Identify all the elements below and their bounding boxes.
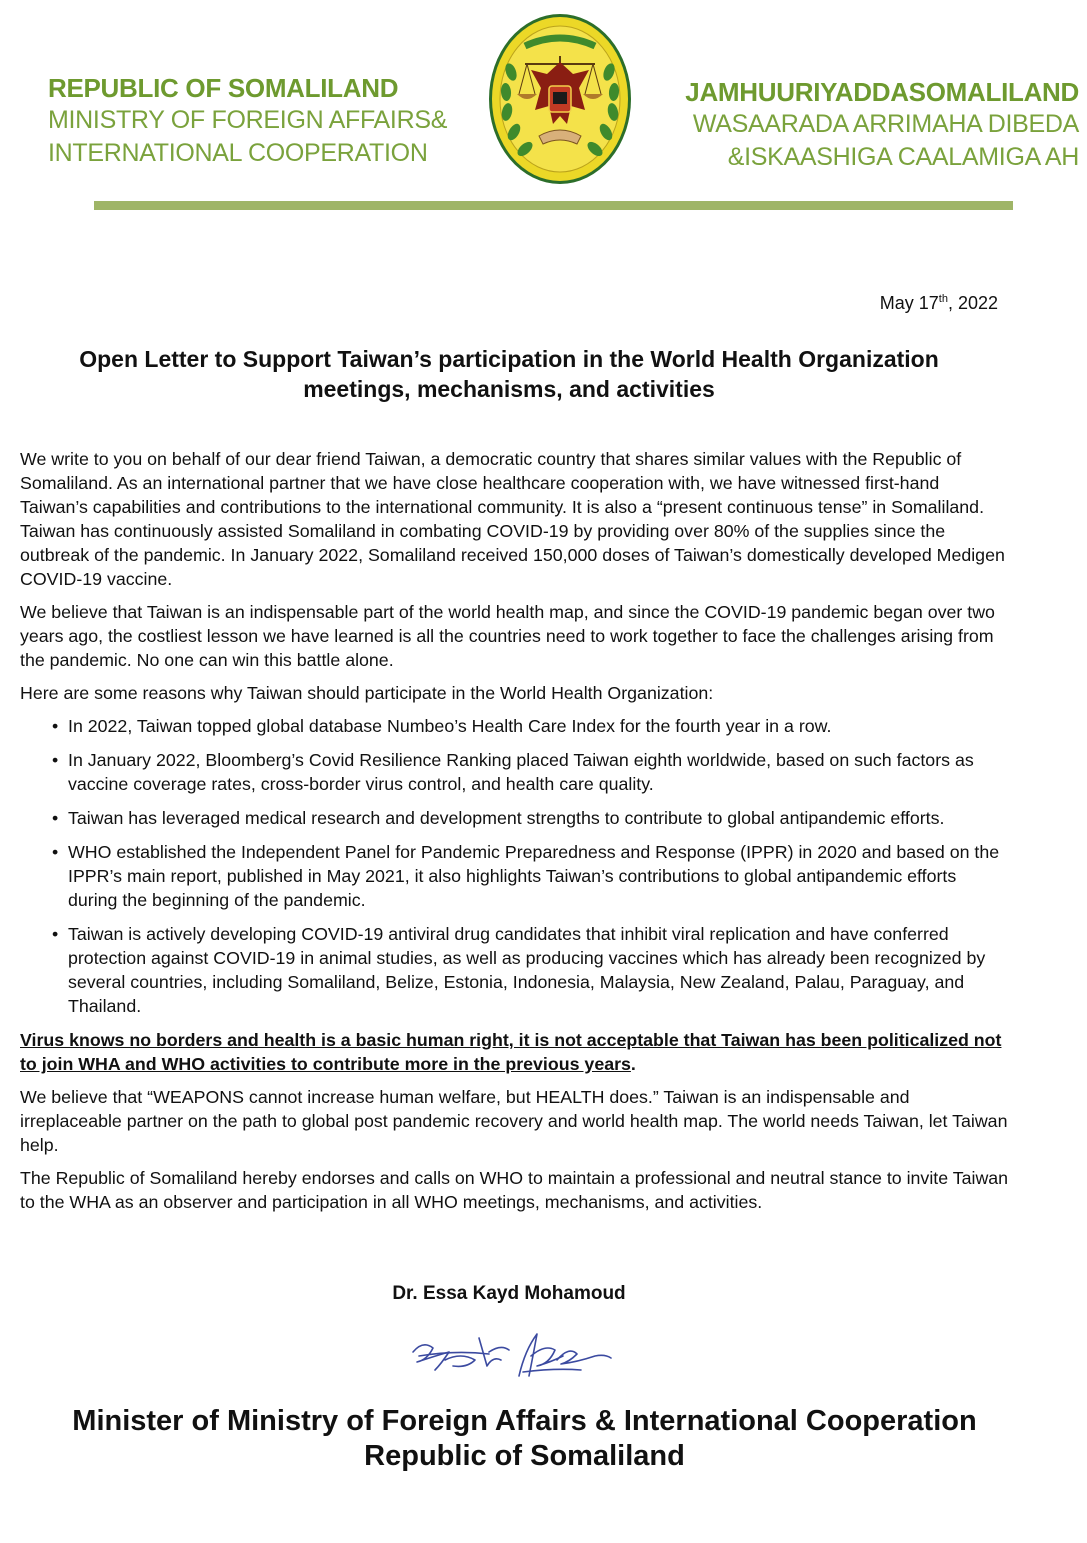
country-name-english: REPUBLIC OF SOMALILAND	[48, 73, 399, 103]
bullet-icon: •	[52, 808, 59, 828]
ministry-name-somali: WASAARADA ARRIMAHA DIBEDA	[692, 110, 1079, 138]
title-line-1: Open Letter to Support Taiwan’s participation in the World Health Organization	[79, 346, 939, 372]
letter-title	[20, 344, 998, 404]
list-item	[20, 714, 1010, 738]
signatory-country: Republic of Somaliland	[364, 1440, 685, 1472]
paragraph-reasons-intro: Here are some reasons why Taiwan should participate in the World Health Organization:	[20, 683, 714, 703]
list-item-text: In January 2022, Bloomberg’s Covid Resilience Ranking placed Taiwan eighth worldwide, based on such factors as vaccine coverage rates, cross-border virus control, and health care quality.	[68, 750, 974, 794]
letterhead-divider	[94, 201, 1013, 210]
bullet-icon: •	[52, 750, 59, 770]
list-item	[20, 806, 1010, 830]
paragraph-endorsement: The Republic of Somaliland hereby endorses and calls on WHO to maintain a professional and neutral stance to invite Taiwan to the WHA as an observer and participation in all WHO meetings, mechanisms, and activities.	[20, 1168, 1009, 1212]
signatory-position: Minister of Ministry of Foreign Affairs & International Cooperation	[72, 1405, 977, 1437]
signatory-name: Dr. Essa Kayd Mohamoud	[392, 1283, 626, 1304]
handwritten-signature-icon	[405, 1326, 615, 1388]
list-item	[20, 922, 1010, 1018]
emphasis-statement: Virus knows no borders and health is a basic human right, it is not acceptable that Taiwan has been politicalized not to join WHA and WHO activities to contribute more in the previous years	[20, 1030, 1002, 1074]
ministry-name-english-cont: INTERNATIONAL COOPERATION	[48, 139, 428, 167]
coat-of-arms-icon	[487, 12, 633, 186]
list-item	[20, 840, 1010, 912]
paragraph-intro: We write to you on behalf of our dear friend Taiwan, a democratic country that shares similar values with the Republic of Somaliland. As an international partner that we have close healthcare cooperation with, we have witnessed first-hand Taiwan’s capabilities and contributions to the international community. It is also a “present continuous tense” in Somaliland. Taiwan has continuously assisted Somaliland in combating COVID-19 by providing over 80% of the supplies since the outbreak of the pandemic. In January 2022, Somaliland received 150,000 doses of Taiwan’s domestically developed Medigen COVID-19 vaccine.	[20, 449, 1005, 589]
emphasis-period: .	[630, 1054, 636, 1074]
date-year: , 2022	[947, 293, 998, 313]
list-item-text: Taiwan has leveraged medical research and development strengths to contribute to global antipandemic efforts.	[68, 808, 945, 828]
date-ordinal: th	[938, 293, 948, 305]
list-item	[20, 748, 1010, 796]
list-item-text: Taiwan is actively developing COVID-19 antiviral drug candidates that inhibit viral replication and have conferred protection against COVID-19 in animal studies, as well as producing vaccines which has already been recognized by several countries, including Somaliland, Belize, Estonia, Indonesia, Malaysia, New Zealand, Palau, Paraguay, and Thailand.	[68, 924, 986, 1016]
letter-body	[20, 447, 1010, 1223]
date-month-day: May 17	[879, 293, 939, 313]
ministry-name-somali-cont: &ISKAASHIGA CAALAMIGA AH	[727, 143, 1079, 171]
title-line-2: meetings, mechanisms, and activities	[303, 376, 715, 402]
signatory-title	[0, 1404, 1049, 1474]
bullet-icon: •	[52, 842, 59, 862]
bullet-icon: •	[52, 924, 59, 944]
paragraph-weapons-health: We believe that “WEAPONS cannot increase human welfare, but HEALTH does.” Taiwan is an indispensable and irreplaceable partner on the path to global post pandemic recovery and world health map. The world needs Taiwan, let Taiwan help.	[20, 1087, 1008, 1155]
ministry-name-english: MINISTRY OF FOREIGN AFFAIRS&	[48, 106, 448, 134]
paragraph-emphasis	[20, 1028, 1010, 1076]
list-item-text: WHO established the Independent Panel for Pandemic Preparedness and Response (IPPR) in 2020 and based on the IPPR’s main report, published in May 2021, it also highlights Taiwan’s contributions to global antipandemic efforts during the beginning of the pandemic.	[68, 842, 1000, 910]
list-item-text: In 2022, Taiwan topped global database Numbeo’s Health Care Index for the fourth year in a row.	[68, 716, 832, 736]
letterhead-somali	[659, 76, 1079, 174]
country-name-somali: JAMHUURIYADDASOMALILAND	[685, 77, 1079, 107]
letterhead-english	[48, 72, 478, 170]
letter-date	[880, 293, 998, 314]
bullet-icon: •	[52, 716, 59, 736]
paragraph-world-health-map: We believe that Taiwan is an indispensable part of the world health map, and since the COVID-19 pandemic began over two years ago, the costliest lesson we have learned is all the countries need to work together to face the challenges arising from the pandemic. No one can win this battle alone.	[20, 602, 995, 670]
reasons-list	[20, 714, 1010, 1018]
